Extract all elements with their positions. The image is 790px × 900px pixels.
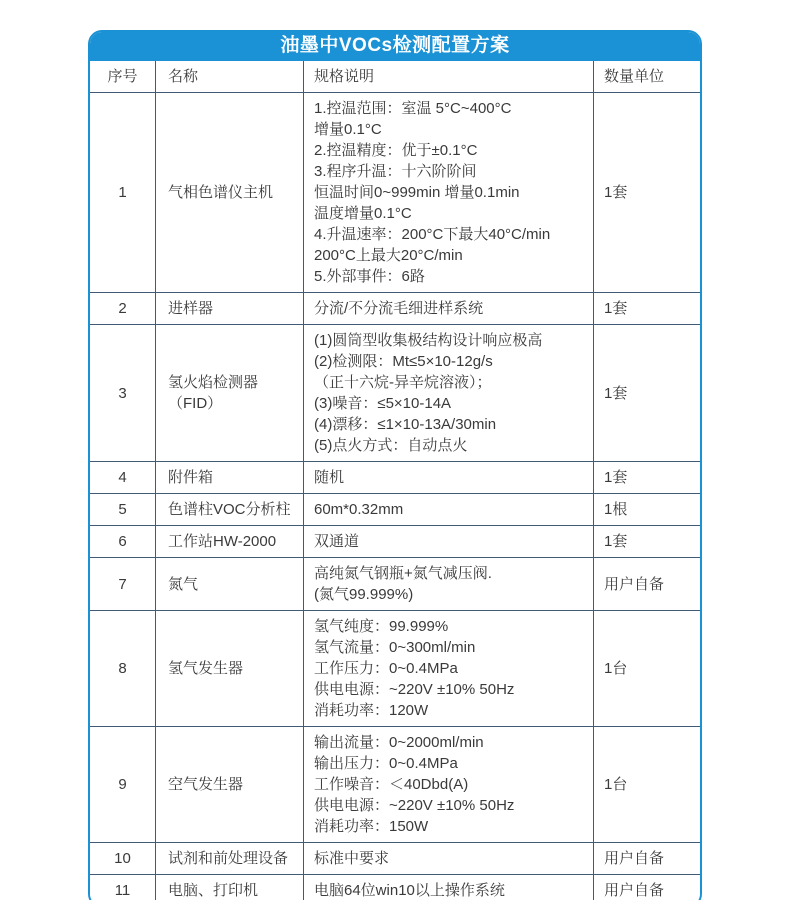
spec-line: 60m*0.32mm <box>314 501 404 518</box>
spec-line: (5)点火方式：自动点火 <box>314 437 468 454</box>
table-title-bar <box>90 32 700 61</box>
spec-line: 工作噪音：＜40Dbd(A) <box>314 776 469 793</box>
cell-name: 氢气发生器 <box>156 611 304 726</box>
cell-serial: 11 <box>90 875 156 900</box>
spec-line: 工作压力：0~0.4MPa <box>314 660 458 677</box>
spec-line: 恒温时间0~999min 增量0.1min <box>314 184 520 201</box>
spec-line: (氮气99.999%) <box>314 586 414 603</box>
cell-name: 进样器 <box>156 293 304 324</box>
cell-name: 气相色谱仪主机 <box>156 93 304 292</box>
spec-line: 2.控温精度：优于±0.1°C <box>314 142 478 159</box>
cell-spec <box>304 325 594 461</box>
cell-serial: 10 <box>90 843 156 874</box>
table-row <box>90 727 700 843</box>
cell-quantity: 1套 <box>604 384 628 402</box>
table-row <box>90 494 700 526</box>
cell-quantity: 用户自备 <box>604 575 665 593</box>
spec-line: (2)检测限：Mt≤5×10-12g/s <box>314 353 493 370</box>
table-row <box>90 325 700 462</box>
table-row <box>90 293 700 325</box>
cell-spec <box>304 875 594 900</box>
spec-line: 双通道 <box>314 533 360 550</box>
spec-line: 200°C上最大20°C/min <box>314 247 463 264</box>
cell-serial: 1 <box>90 93 156 292</box>
spec-line: 供电电源：~220V ±10% 50Hz <box>314 681 515 698</box>
cell-quantity: 1套 <box>604 533 628 550</box>
cell-spec <box>304 727 594 842</box>
header-cell-quantity: 数量单位 <box>604 68 665 85</box>
spec-line: 氢气流量：0~300ml/min <box>314 639 476 656</box>
cell-spec <box>304 843 594 874</box>
cell-spec <box>304 494 594 525</box>
table-title: 油墨中VOCs检测配置方案 <box>280 35 510 56</box>
spec-line: (3)噪音：≤5×10-14A <box>314 395 452 412</box>
spec-line: 消耗功率：120W <box>314 702 429 719</box>
spec-line: 电脑64位win10以上操作系统 <box>314 882 505 899</box>
spec-line: 输出流量：0~2000ml/min <box>314 734 484 751</box>
spec-line: 分流/不分流毛细进样系统 <box>314 300 484 317</box>
spec-line: 随机 <box>314 469 345 486</box>
cell-quantity: 1台 <box>604 660 628 677</box>
cell-spec <box>304 558 594 610</box>
spec-line: (1)圆筒型收集极结构设计响应极高 <box>314 332 543 349</box>
cell-serial: 9 <box>90 727 156 842</box>
cell-name: 氮气 <box>156 558 304 610</box>
cell-serial: 2 <box>90 293 156 324</box>
table-row <box>90 462 700 494</box>
spec-line: 消耗功率：150W <box>314 818 429 835</box>
cell-spec <box>304 462 594 493</box>
spec-line: 温度增量0.1°C <box>314 205 412 222</box>
spec-line: 输出压力：0~0.4MPa <box>314 755 458 772</box>
table-row <box>90 875 700 900</box>
cell-spec <box>304 93 594 292</box>
spec-line: 1.控温范围：室温 5°C~400°C <box>314 100 512 117</box>
table-row <box>90 611 700 727</box>
cell-quantity: 1台 <box>604 776 628 793</box>
cell-name: 氢火焰检测器（FID） <box>156 325 304 461</box>
spec-line: 高纯氮气钢瓶+氮气减压阀. <box>314 565 492 582</box>
spec-line: 5.外部事件：6路 <box>314 268 425 285</box>
cell-spec <box>304 526 594 557</box>
cell-serial: 4 <box>90 462 156 493</box>
spec-line: (4)漂移：≤1×10-13A/30min <box>314 416 497 433</box>
cell-name: 空气发生器 <box>156 727 304 842</box>
header-cell-name: 名称 <box>156 61 304 92</box>
cell-quantity: 1套 <box>604 184 628 201</box>
table-row <box>90 526 700 558</box>
cell-name: 色谱柱VOC分析柱 <box>156 494 304 525</box>
cell-spec <box>304 611 594 726</box>
cell-quantity: 1套 <box>604 469 628 486</box>
cell-serial: 3 <box>90 325 156 461</box>
cell-quantity: 用户自备 <box>604 850 665 867</box>
cell-serial: 5 <box>90 494 156 525</box>
cell-name: 试剂和前处理设备 <box>156 843 304 874</box>
spec-line: 供电电源：~220V ±10% 50Hz <box>314 797 515 814</box>
header-cell-spec: 规格说明 <box>304 61 594 92</box>
spec-line: 增量0.1°C <box>314 121 382 138</box>
table-row <box>90 558 700 611</box>
table-row <box>90 843 700 875</box>
cell-spec <box>304 293 594 324</box>
spec-table <box>88 30 702 900</box>
cell-serial: 7 <box>90 558 156 610</box>
cell-quantity: 用户自备 <box>604 882 665 899</box>
spec-line: 标准中要求 <box>314 850 390 867</box>
cell-name: 工作站HW-2000 <box>156 526 304 557</box>
table-row <box>90 93 700 293</box>
cell-name: 附件箱 <box>156 462 304 493</box>
cell-serial: 8 <box>90 611 156 726</box>
table-header-row <box>90 61 700 93</box>
cell-serial: 6 <box>90 526 156 557</box>
spec-line: 氢气纯度：99.999% <box>314 618 449 635</box>
spec-line: （正十六烷-异辛烷溶液）； <box>314 374 492 391</box>
cell-quantity: 1套 <box>604 300 628 317</box>
header-cell-serial: 序号 <box>90 61 156 92</box>
spec-line: 3.程序升温：十六阶阶间 <box>314 163 477 180</box>
cell-quantity: 1根 <box>604 501 628 518</box>
cell-name: 电脑、打印机 <box>156 875 304 900</box>
table-grid <box>90 61 700 900</box>
spec-line: 4.升温速率：200°C下最大40°C/min <box>314 226 551 243</box>
